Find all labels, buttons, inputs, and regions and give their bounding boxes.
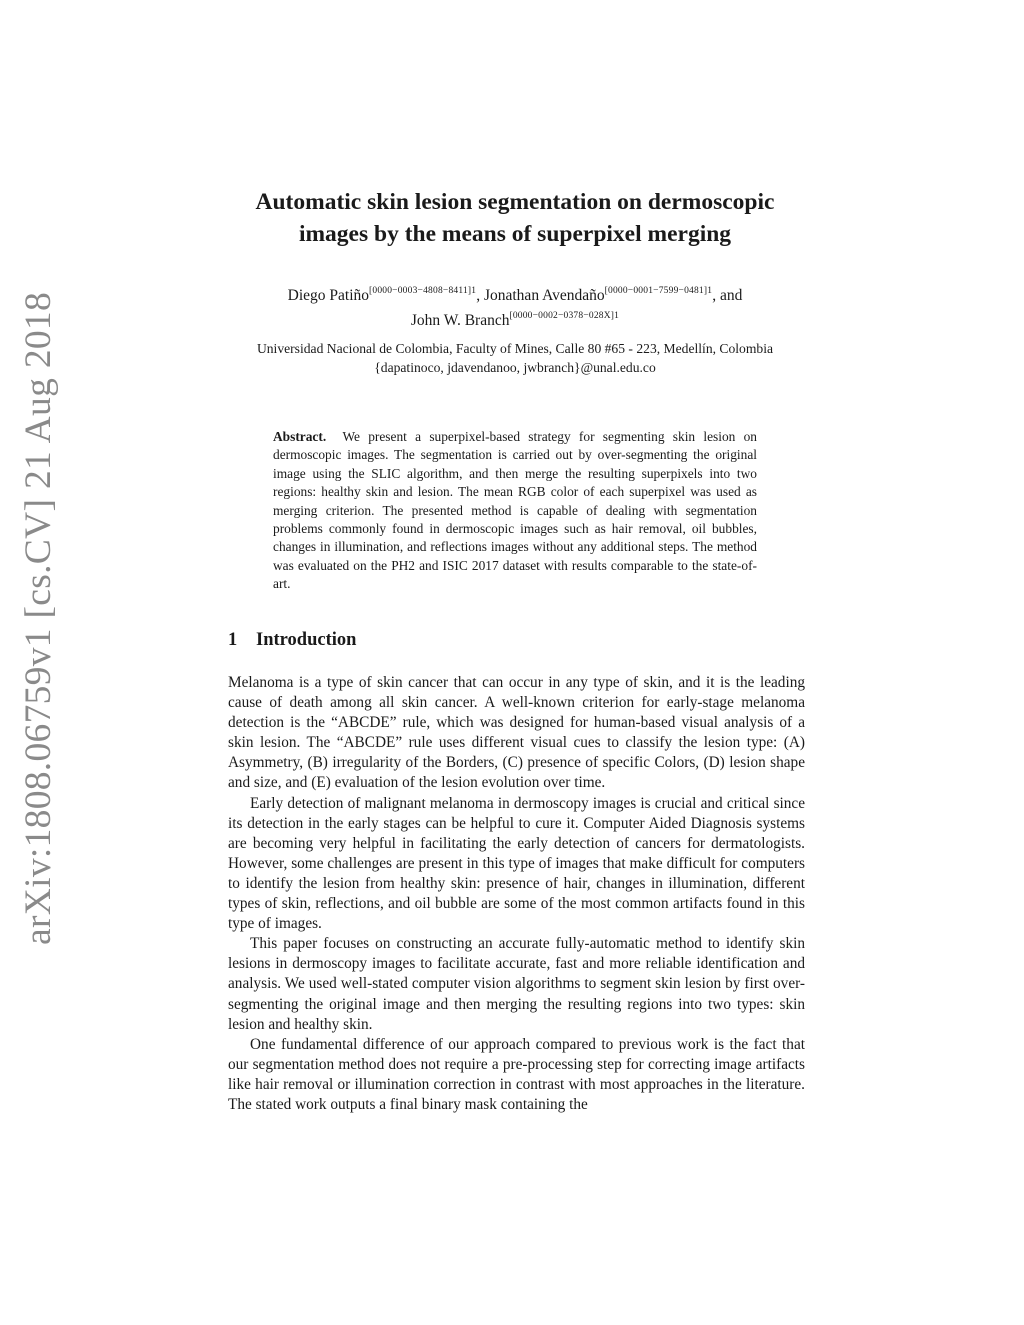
author-2-name: Jonathan Avendaño <box>483 287 605 304</box>
paper-title <box>228 186 802 250</box>
author-1-orcid: [0000−0003−4808−8411]1 <box>369 286 477 296</box>
section-title: Introduction <box>256 630 357 650</box>
paragraph: One fundamental difference of our approach compared to previous work is the fact that our segmentation method does not require a pre-processing step for correcting image artifacts like hair removal or illumination correction in contrast with most approaches in the literature. The stated work outputs a final binary mask containing the <box>228 1035 805 1113</box>
author-1-name: Diego Patiño <box>287 287 370 304</box>
paragraph: Melanoma is a type of skin cancer that can occur in any type of skin, and it is the leading cause of death among all skin cancer. A well-known criterion for early-stage melanoma detection is the “ABCDE” rule, which was designed for human-based visual analysis of a skin lesion. The “ABCDE” rule uses different visual cues to classify the lesion type: (A) Asymmetry, (B) irregularity of the Borders, (C) presence of specific Colors, (D) lesion shape and size, and (E) evaluation of the lesion evolution over time. <box>228 674 805 792</box>
author-line-2 <box>220 306 810 331</box>
section-number: 1 <box>228 630 238 650</box>
paragraph: Early detection of malignant melanoma in dermoscopy images is crucial and critical since its detection in the early stages can be helpful to cure it. Computer Aided Diagnosis systems are becoming very helpful in facilitating the early detection of cancers for dermatologists. However, some challenges are present in this type of images that make difficult for computers to identify the lesion from healthy skin: presence of hair, changes in illumination, different types of skin, reflections, and oil bubble are some of the most common artifacts found in this type of images. <box>228 794 805 933</box>
author-3-orcid: [0000−0002−0378−028X]1 <box>509 311 620 321</box>
section-heading <box>228 627 802 653</box>
author-list <box>220 281 810 331</box>
author-emails: {dapatinoco, jdavendanoo, jwbranch}@unal.edu.co <box>374 359 656 375</box>
title-line-1: Automatic skin lesion segmentation on dermoscopic <box>255 189 775 215</box>
abstract <box>273 428 757 594</box>
paragraph: This paper focuses on constructing an accurate fully-automatic method to identify skin lesions in dermoscopy images to facilitate accurate, fast and more reliable identification and analysis. We used well-stated computer vision algorithms to segment skin lesion by first over-segmenting the original image and then merging the resulting regions into two types: skin lesion and healthy skin. <box>228 935 805 1033</box>
author-line-1: Diego Patiño$^{[0000-0003-4808-8411]1}$, Jonathan Avendaño$^{[0000-0001-7599-0481]1}$, and <box>287 286 743 304</box>
abstract-text: We present a superpixel-based strategy for segmenting skin lesion on dermoscopic images. The segmentation is carried out by over-segmenting the original image using the SLIC algorithm, and then merge the resulting superpixels into two regions: healthy skin and lesion. The mean RGB color of each superpixel was used as merging criterion. The presented method is capable of dealing with segmentation problems commonly found in dermoscopic images such as hair removal, oil bubbles, changes in illumination, and reflections images without any additional steps. The method was evaluated on the PH2 and ISIC 2017 dataset with results comparable to the state-of-art. <box>273 429 757 592</box>
abstract-label: Abstract. <box>273 429 327 444</box>
title-line-2: images by the means of superpixel merging <box>298 221 732 247</box>
author-conjunction: , and <box>712 287 743 304</box>
affiliation: Universidad Nacional de Colombia, Faculty of Mines, Calle 80 #65 - 223, Medellín, Colombia <box>256 341 774 356</box>
author-2-orcid: [0000−0001−7599−0481]1 <box>604 286 713 296</box>
introduction-body <box>228 673 805 1115</box>
affiliation-block <box>220 340 810 377</box>
author-3-name: John W. Branch <box>410 312 510 329</box>
arxiv-identifier-stamp: arXiv:1808.06759v1 [cs.CV] 21 Aug 2018 <box>18 291 59 945</box>
